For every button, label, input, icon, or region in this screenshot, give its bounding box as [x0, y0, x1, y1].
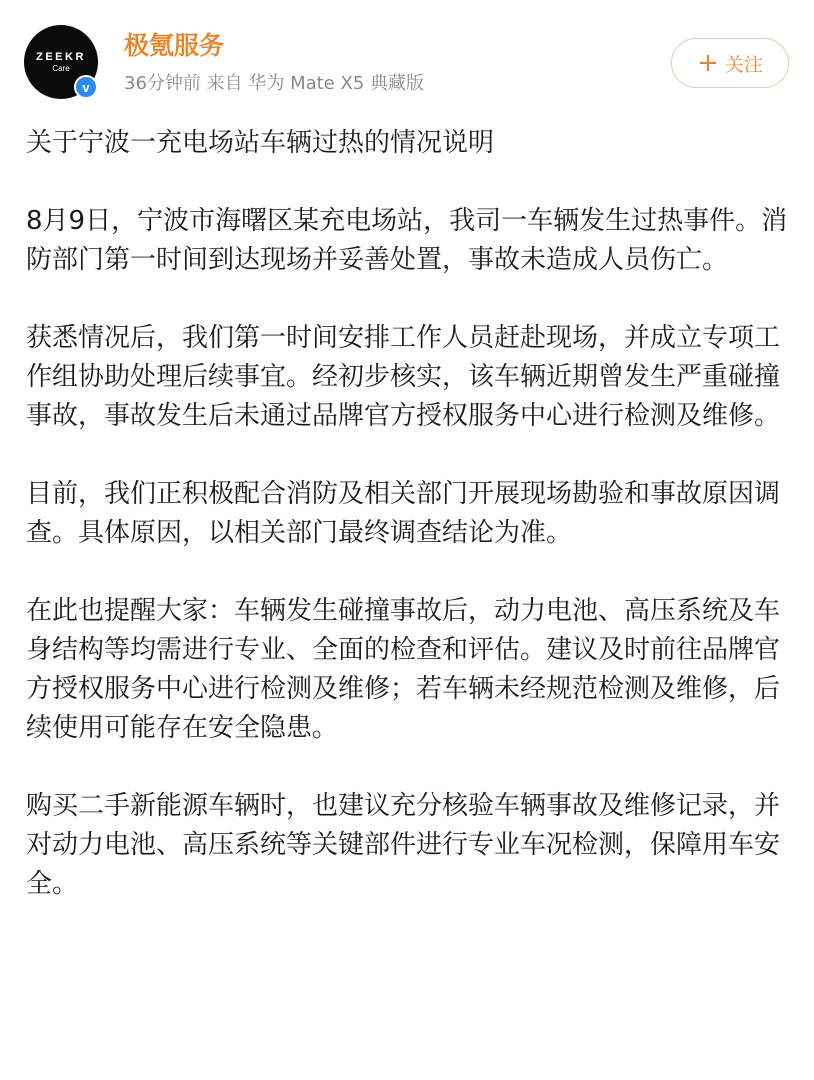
post-paragraph: 获悉情况后，我们第一时间安排工作人员赶赴现场，并成立专项工作组协助处理后续事宜。经初步核实，该车辆近期曾发生严重碰撞事故，事故发生后未通过品牌官方授权服务中心进行检测及维修。	[26, 323, 781, 431]
avatar-brand-text: ZEEKR	[36, 50, 86, 63]
post-paragraph: 在此也提醒大家：车辆发生碰撞事故后，动力电池、高压系统及车身结构等均需进行专业、全面的检查和评估。建议及时前往品牌官方授权服务中心进行检测及维修；若车辆未经规范检测及维修，后续使用可能存在安全隐患。	[26, 596, 781, 743]
post-paragraph: 8月9日，宁波市海曙区某充电场站，我司一车辆发生过热事件。消防部门第一时间到达现场并妥善处置，事故未造成人员伤亡。	[26, 206, 788, 275]
post-header	[0, 0, 814, 110]
follow-button[interactable]	[671, 38, 789, 88]
follow-label: 关注	[724, 53, 763, 76]
post-meta: 36分钟前 来自 华为 Mate X5 典藏版	[124, 73, 424, 94]
verified-badge-icon: v	[74, 75, 98, 99]
post-title: 关于宁波一充电场站车辆过热的情况说明	[26, 128, 495, 158]
plus-icon: +	[697, 48, 719, 78]
account-name[interactable]: 极氪服务	[124, 31, 225, 60]
post-paragraph: 目前，我们正积极配合消防及相关部门开展现场勘验和事故原因调查。具体原因，以相关部门最终调查结论为准。	[26, 479, 781, 548]
post-body	[26, 124, 798, 904]
avatar[interactable]	[24, 25, 98, 99]
post-paragraph: 购买二手新能源车辆时，也建议充分核验车辆事故及维修记录，并对动力电池、高压系统等关键部件进行专业车况检测，保障用车安全。	[26, 791, 781, 899]
avatar-sub-text: Care	[52, 63, 70, 73]
